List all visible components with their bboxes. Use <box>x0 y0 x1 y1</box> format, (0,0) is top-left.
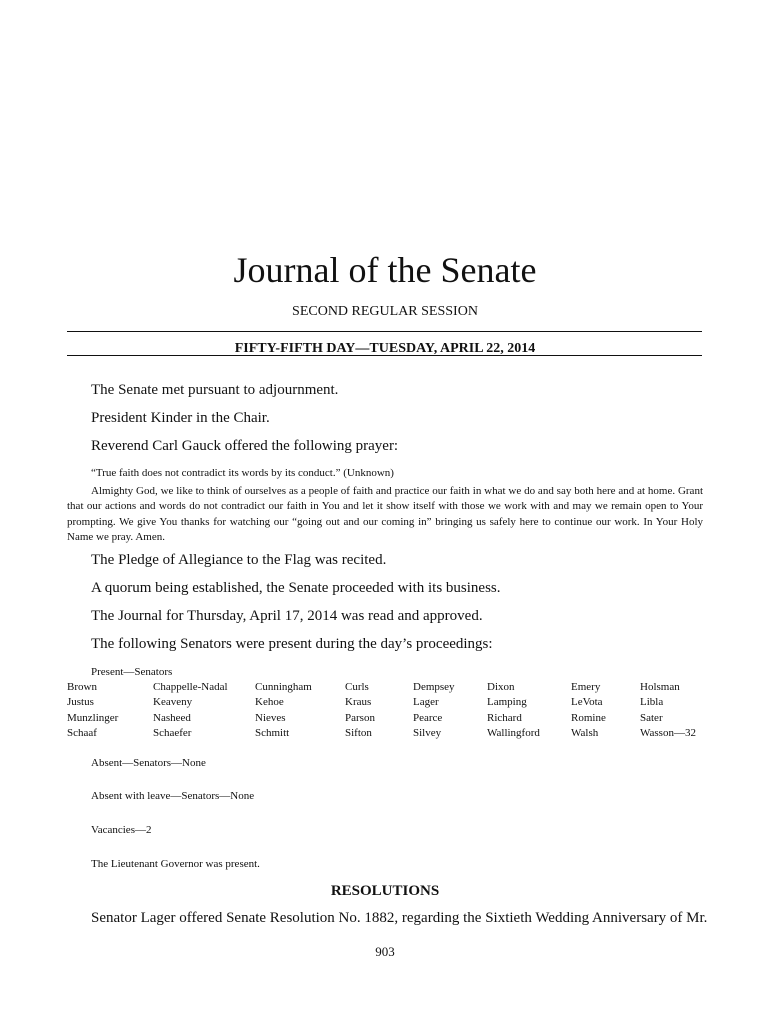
quorum-line: A quorum being established, the Senate proceeded with its business. <box>91 580 501 596</box>
bottom-rule <box>67 355 702 356</box>
absent-with-leave-line: Absent with leave—Senators—None <box>91 790 255 802</box>
senator-name: Richard <box>487 711 522 724</box>
senator-name: Schaaf <box>67 726 97 739</box>
session-label: SECOND REGULAR SESSION <box>292 304 478 319</box>
present-label: Present—Senators <box>91 666 173 678</box>
senator-name: Schaefer <box>153 726 192 739</box>
senator-column <box>413 680 455 741</box>
senator-name: Libla <box>640 696 664 709</box>
senator-name: Holsman <box>640 681 680 693</box>
opening-line-adjournment: The Senate met pursuant to adjournment. <box>91 382 339 398</box>
senator-name: Kraus <box>345 696 372 709</box>
senator-name: Wasson—32 <box>640 726 696 739</box>
senator-name: Nieves <box>255 711 286 724</box>
senator-column <box>345 680 375 741</box>
senator-column <box>640 680 696 741</box>
senator-column <box>255 680 312 741</box>
senator-name: Nasheed <box>153 711 191 724</box>
senator-name: Sater <box>640 711 663 724</box>
opening-line-president: President Kinder in the Chair. <box>91 410 270 426</box>
senator-name: Curls <box>345 681 369 693</box>
senator-name: LeVota <box>571 696 603 709</box>
senator-name: Silvey <box>413 726 442 739</box>
resolutions-heading: RESOLUTIONS <box>330 883 440 899</box>
lt-governor-line: The Lieutenant Governor was present. <box>91 858 260 870</box>
senator-name: Walsh <box>571 726 599 739</box>
journal-title: Journal of the Senate <box>233 250 537 290</box>
top-rule <box>67 331 702 332</box>
vacancies-line: Vacancies—2 <box>91 824 152 836</box>
senator-name: Schmitt <box>255 726 290 739</box>
senator-name: Chappelle-Nadal <box>153 681 228 693</box>
senator-column <box>487 680 540 741</box>
senator-name: Cunningham <box>255 681 312 693</box>
senator-column <box>67 680 118 741</box>
opening-line-prayer-intro: Reverend Carl Gauck offered the following prayer: <box>91 438 399 454</box>
senator-name: Wallingford <box>487 726 540 739</box>
senators-present-line: The following Senators were present during the day’s proceedings: <box>91 636 493 652</box>
senator-name: Pearce <box>413 711 443 724</box>
pledge-line: The Pledge of Allegiance to the Flag was recited. <box>91 552 387 568</box>
senator-name: Kehoe <box>255 696 284 709</box>
senator-name: Lager <box>413 696 439 709</box>
senator-name: Dixon <box>487 681 515 693</box>
senator-name: Munzlinger <box>67 711 119 724</box>
senator-name: Keaveny <box>153 696 193 709</box>
resolution-first-line: Senator Lager offered Senate Resolution No. 1882, regarding the Sixtieth Wedding Anniversary of Mr. <box>91 910 708 926</box>
senator-name: Parson <box>345 711 375 724</box>
senator-name: Brown <box>67 681 97 693</box>
senator-name: Romine <box>571 711 606 724</box>
page-number: 903 <box>375 944 395 959</box>
senator-column <box>571 680 606 741</box>
senator-name: Justus <box>67 696 94 709</box>
senator-name: Emery <box>571 681 601 693</box>
prayer-body: Almighty God, we like to think of ourselves as a people of faith and practice our faith in what we do and say both here and at home. Grant that our actions and words do not contradict our faith in You and let it show itself with those we work with and may we remain open to Your prompting. We give You thanks for watching our “going out and our coming in” bringing us safely here to continue our work. In Your Holy Name we pray. Amen. <box>67 485 703 543</box>
senator-column <box>153 680 228 741</box>
day-heading: FIFTY-FIFTH DAY—TUESDAY, APRIL 22, 2014 <box>234 341 536 356</box>
journal-approved-line: The Journal for Thursday, April 17, 2014 was read and approved. <box>91 608 483 624</box>
absent-line: Absent—Senators—None <box>91 757 206 769</box>
senator-name: Lamping <box>487 696 527 709</box>
senator-name: Dempsey <box>413 681 455 693</box>
prayer-quote: “True faith does not contradict its words by its conduct.” (Unknown) <box>91 467 394 479</box>
senator-name: Sifton <box>345 726 372 739</box>
